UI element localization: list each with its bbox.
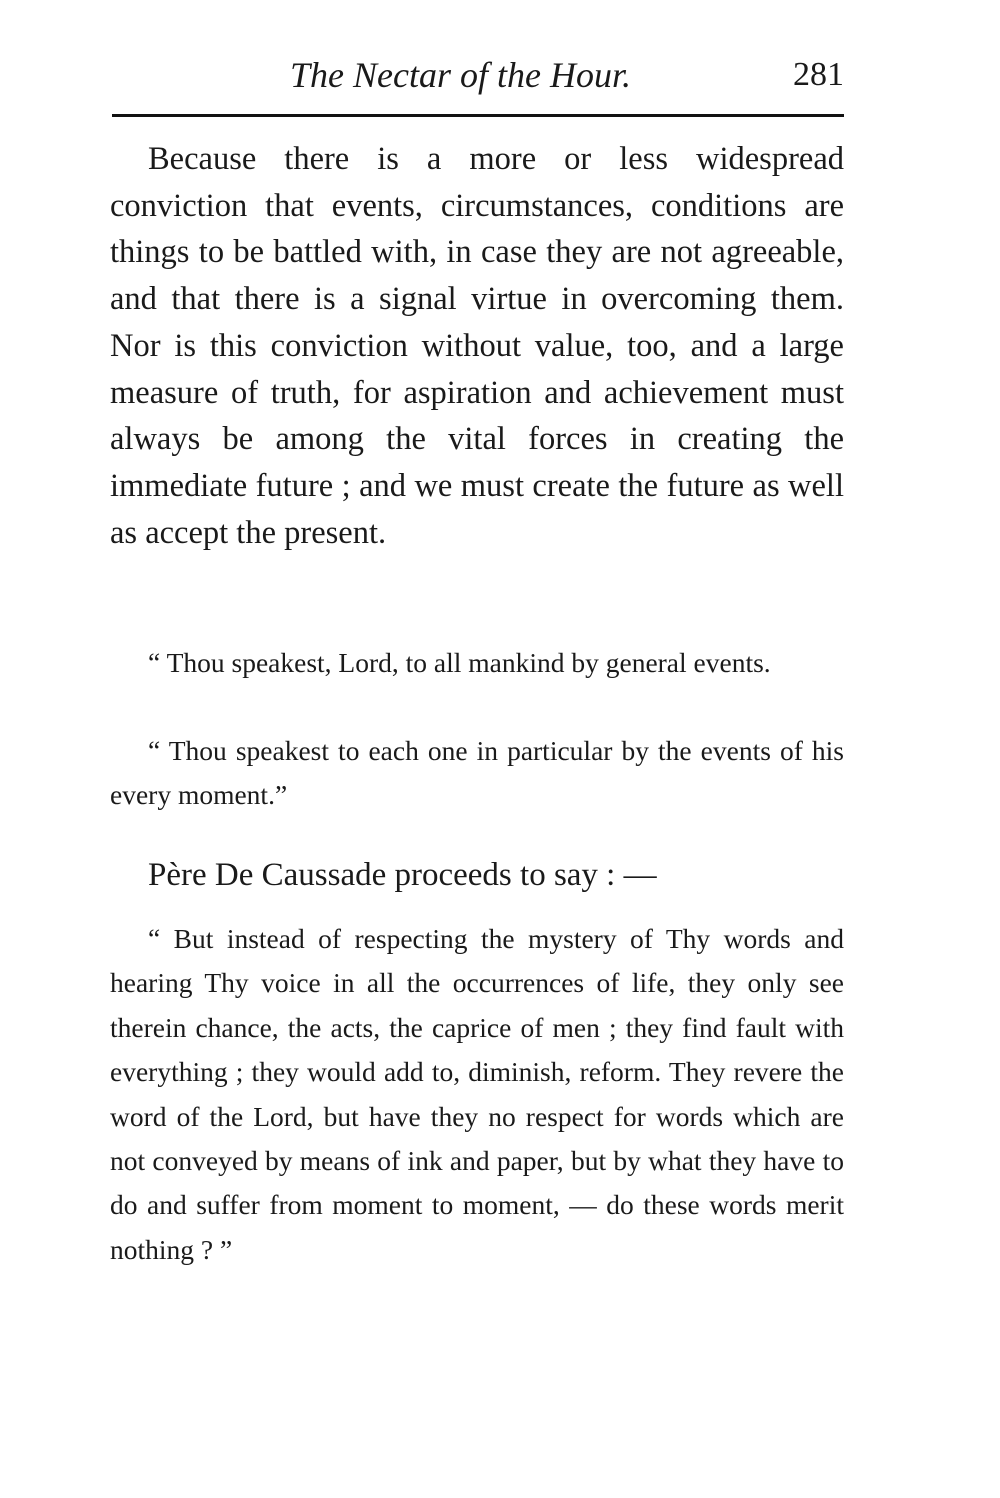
page-number: 281 bbox=[793, 56, 844, 93]
running-title: The Nectar of the Hour. bbox=[290, 55, 631, 95]
quotation-particular-events: “ Thou speakest to each one in particular by the events of his every moment.” bbox=[110, 735, 844, 810]
running-head bbox=[112, 52, 844, 102]
quotation-intro-line: Père De Caussade proceeds to say : — bbox=[148, 857, 657, 893]
quotation-general-events: “ Thou speakest, Lord, to all mankind by general events. bbox=[148, 647, 771, 678]
header-rule bbox=[112, 114, 844, 117]
quotation-caussade: “ But instead of respecting the mystery of Thy words and hearing Thy voice in all the occurrences of life, they only see therein chance, the acts, the caprice of men ; they find fault with everything ; they would add to, diminish, reform. They revere the word of the Lord, but have they no respect for words which are not conveyed by means of ink and paper, but by what they have to do and suffer from moment to moment, — do these words merit nothing ? ” bbox=[110, 923, 844, 1265]
body-paragraph: Because there is a more or less widespread conviction that events, circumstances, conditions are things to be battled with, in case they are not agreeable, and that there is a signal virtue in overcoming them. Nor is this conviction without value, too, and a large measure of truth, for aspiration and achievement must always be among the vital forces in creating the immediate future ; and we must create the future as well as accept the present. bbox=[110, 141, 844, 551]
